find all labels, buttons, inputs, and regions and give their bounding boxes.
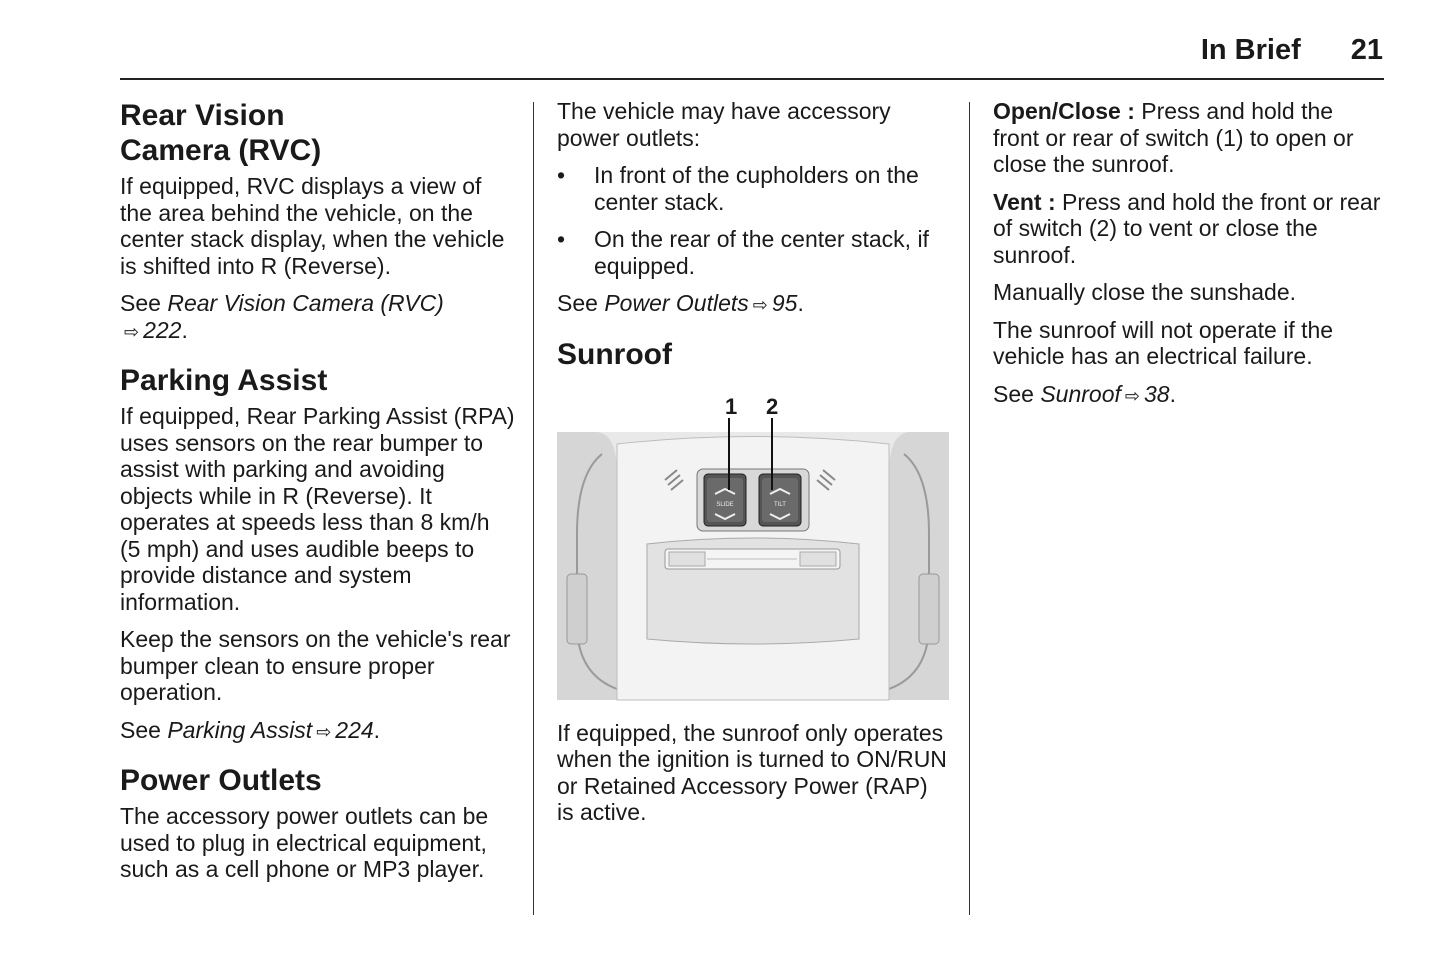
- open-close-instruction: Open/Close : Press and hold the front or rear of switch (1) to open or close the sunroof.: [993, 98, 1354, 177]
- outlets-intro: The vehicle may have accessory power outlets:: [557, 98, 891, 151]
- sunroof-heading: Sunroof: [557, 337, 672, 371]
- tilt-switch-label: TILT: [774, 501, 786, 508]
- section-title: In Brief: [1200, 34, 1301, 66]
- outlets-list: [557, 162, 947, 279]
- sunroof-switch-illustration: [557, 394, 949, 704]
- outlets-ref-page[interactable]: 95: [771, 290, 798, 316]
- page-number: 21: [1350, 34, 1383, 66]
- bullet-icon: •: [557, 162, 566, 188]
- power-outlets-body: The accessory power outlets can be used to plug in electrical equipment, such as a cell phone or MP3 player.: [120, 803, 489, 882]
- parking-ref-page[interactable]: 224: [335, 716, 374, 743]
- reference-arrow-icon: ⇨: [752, 295, 768, 315]
- vent-instruction: Vent : Press and hold the front or rear of switch (2) to vent or close the sunroof.: [993, 188, 1381, 268]
- electrical-failure-note: The sunroof will not operate if the vehicle has an electrical failure.: [993, 316, 1334, 369]
- sunroof-ref-page[interactable]: 38: [1143, 380, 1170, 407]
- rvc-heading-line2: Camera (RVC): [120, 134, 322, 167]
- parking-ref-link[interactable]: Parking Assist: [167, 716, 313, 743]
- sunshade-note: Manually close the sunshade.: [993, 279, 1297, 305]
- page-header: [1201, 34, 1383, 67]
- outlets-ref-link[interactable]: Power Outlets: [604, 290, 749, 316]
- reference-arrow-icon: ⇨: [316, 721, 332, 742]
- open-close-label: Open/Close :: [993, 98, 1135, 124]
- rvc-heading-line1: Rear Vision: [120, 99, 285, 132]
- parking-reference: See Parking Assist ⇨ 224.: [120, 716, 381, 743]
- vent-label: Vent :: [993, 188, 1056, 215]
- rvc-body: If equipped, RVC displays a view of the area behind the vehicle, on the center stack display, when the vehicle is shifted into R (Reverse).: [120, 173, 505, 279]
- column-2: [557, 98, 947, 837]
- power-outlets-heading: Power Outlets: [120, 764, 322, 797]
- header-rule: [120, 78, 1384, 80]
- rvc-ref-link[interactable]: Rear Vision Camera (RVC): [167, 290, 444, 316]
- figure-label-1: 1: [725, 393, 738, 419]
- sunroof-ref-link[interactable]: Sunroof: [1040, 380, 1121, 407]
- parking-body-1: If equipped, Rear Parking Assist (RPA) uses sensors on the rear bumper to assist with parking and avoiding objects while in R (Reverse). It operates at speeds less than 8 km/h (5 mph) and uses audible beeps to provide distance and system information.: [120, 403, 515, 615]
- outlets-reference: See Power Outlets ⇨ 95.: [557, 290, 804, 316]
- rvc-reference: See Rear Vision Camera (RVC) ⇨ 222.: [120, 290, 444, 343]
- bullet-icon: •: [557, 226, 566, 252]
- slide-switch-label: SLIDE: [716, 501, 734, 508]
- parking-heading: Parking Assist: [120, 364, 328, 397]
- list-item: • In front of the cupholders on the center stack.: [557, 162, 919, 215]
- sunroof-reference: See Sunroof ⇨ 38.: [993, 380, 1176, 407]
- reference-arrow-icon: ⇨: [124, 321, 140, 342]
- sunroof-body: If equipped, the sunroof only operates when the ignition is turned to ON/RUN or Retained Accessory Power (RAP) is active.: [557, 719, 947, 825]
- column-divider-1: [533, 102, 534, 915]
- figure-label-2: 2: [766, 393, 779, 419]
- reference-arrow-icon: ⇨: [1124, 385, 1140, 406]
- column-3: [993, 98, 1383, 420]
- parking-body-2: Keep the sensors on the vehicle's rear bumper clean to ensure proper operation.: [120, 626, 511, 705]
- rvc-ref-page[interactable]: 222: [143, 316, 182, 343]
- rvc-heading: [120, 98, 515, 168]
- column-divider-2: [969, 102, 970, 915]
- column-1: [120, 98, 515, 894]
- overhead-console-drawing: [557, 394, 949, 704]
- list-item: • On the rear of the center stack, if equipped.: [557, 226, 929, 279]
